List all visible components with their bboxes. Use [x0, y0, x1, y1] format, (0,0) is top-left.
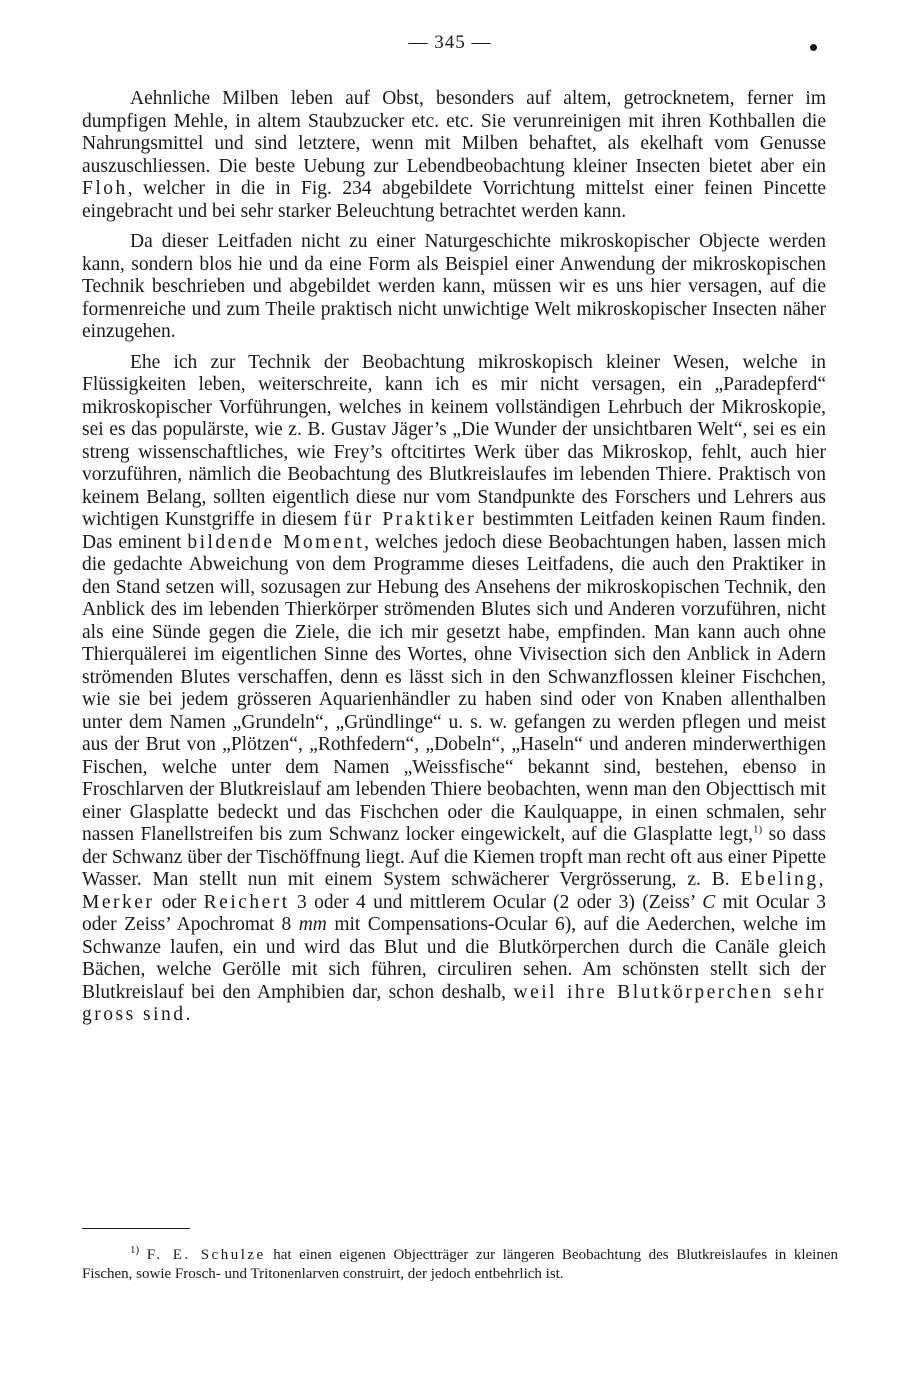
text-run: mit Compensations-Ocular 6), auf die Aederchen, welche im Schwanze laufen, ein und wird das Blut und die Blutkörperchen durch die Canäle gleich Bächen, welche Gerölle mit sich führen, circuliren sehen. Am schönsten stellt sich der Blutkreislauf bei den Amphibien dar, schon deshalb, — [82, 914, 826, 1003]
text-run: , welcher in die in Fig. 234 abgebildete Vorrichtung mittelst einer feinen Pincette eingebracht und bei sehr starker Beleuchtung betrachtet werden kann. — [82, 178, 826, 222]
footnote-text: hat einen eigenen Objectträger zur längeren Beobachtung des Blutkreislaufes in kleinen Fischen, sowie Frosch- und Tritonenlarven construirt, der jedoch entbehrlich ist. — [82, 1247, 839, 1282]
footnote-author: F. E. Schulze — [146, 1247, 266, 1263]
spaced-text: weil ihre Blutkörperchen sehr gross sind — [82, 981, 827, 1025]
italic-text: C — [702, 891, 716, 913]
spaced-text: Ebeling, Merker — [82, 869, 826, 913]
page-number: — 345 — — [408, 32, 492, 53]
text-run: oder — [154, 891, 204, 913]
footnote-reference: 1) — [753, 823, 763, 836]
spaced-text: Floh — [82, 178, 128, 199]
text-run: . — [185, 1004, 191, 1025]
text-run: Ehe ich zur Technik der Beobachtung mikroskopisch kleiner Wesen, welche in Flüssigkeiten leben, weiterschreite, kann ich es mir nicht versagen, ein „Paradepferd“ mikroskopischer Vorführungen, welches in keinem vollständigen Lehrbuch der Mikroskopie, sei es das populärste, wie z. B. Gustav Jäger’s „Die Wunder der unsichtbaren Welt“, sei es ein streng wissenschaftliches, wie Frey’s oftcitirtes Werk über das Mikroskop, fehlt, auch hier vorzuführen, nämlich die Beobachtung des Blutkreislaufes im lebenden Thiere. Praktisch von keinem Belang, sollten eigentlich diese nur vom Standpunkte des Forschers und Lehrers aus wichtigen Kunstgriffe in diesem — [82, 351, 826, 530]
text-run: mit Ocular 3 oder Zeiss’ Apochromat 8 — [82, 891, 827, 935]
spaced-text: Reichert — [203, 891, 290, 913]
paragraph-1 — [82, 88, 826, 223]
text-run: so dass der Schwanz über der Tischöffnung liegt. Auf die Kiemen tropft man recht oft aus einer Pipette Wasser. Man stellt nun mit einem System schwächerer Vergrösserung, z. B. — [82, 824, 827, 890]
footnote-mark: 1) — [130, 1244, 140, 1256]
italic-text: mm — [298, 914, 327, 935]
text-run: bestimmten Leitfaden keinen Raum finden. Das eminent — [82, 509, 826, 553]
body-text — [82, 88, 826, 1035]
paragraph-3 — [82, 352, 826, 1027]
text-run: 3 oder 4 und mittlerem Ocular (2 oder 3) (Zeiss’ — [289, 891, 703, 913]
text-run: , welches jedoch diese Beobachtungen haben, lassen mich die gedachte Abweichung von dem Programme dieses Leitfadens, die auch den Praktiker in den Stand setzen will, sozusagen zur Hebung des Ansehens der mikroskopischen Technik, den Anblick des im lebenden Thierkörper strömenden Blutes sich und Anderen vorzuführen, nicht als eine Sünde gegen die Ziele, die ich mir gesetzt habe, empfinden. Man kann auch ohne Thierquälerei im eigentlichen Sinne des Wortes, ohne Vivisection sich den Anblick in Adern strömenden Blutes verschaffen, denn es lässt sich in den Schwanzflossen kleiner Fischchen, wie sie bei jedem grösseren Aquarienhändler zu haben sind oder von Knaben allenthalben unter dem Namen „Grundeln“, „Gründlinge“ u. s. w. gefangen zu werden pflegen und meist aus der Brut von „Plötzen“, „Rothfedern“, „Dobeln“, „Haseln“ und anderen minderwerthigen Fischen, welche unter dem Namen „Weissfische“ bekannt sind, bestehen, ebenso in Froschlarven der Blutkreislauf am lebenden Thiere beobachten, wenn man den Objecttisch mit einer Glasplatte bedeckt und das Fischchen oder die Kaulquappe, in einen schmalen, sehr nassen Flanellstreifen bis zum Schwanz locker eingewickelt, auf die Glasplatte legt, — [82, 531, 826, 845]
ink-spot — [810, 44, 817, 51]
paragraph-2 — [82, 231, 826, 344]
footnote — [82, 1246, 838, 1284]
text-run: Aehnliche Milben leben auf Obst, besonders auf altem, getrocknetem, ferner im dumpfigen Mehle, in altem Staubzucker etc. etc. Sie verunreinigen mit ihren Kothballen die Nahrungsmittel und sind letztere, wenn mit Milben behaftet, als ekelhaft vom Genusse auszuschliessen. Die beste Uebung zur Lebendbeobachtung kleiner Insecten bietet aber ein — [82, 88, 826, 177]
spaced-text: bildende Moment — [187, 531, 365, 553]
text-run: Da dieser Leitfaden nicht zu einer Naturgeschichte mikroskopischer Objecte werden kann, sondern blos hie und da eine Form als Beispiel einer Anwendung der mikroskopischen Technik beschrieben und abgebildet werden kann, müssen wir es uns hier versagen, auf die formenreiche und zum Theile praktisch nicht unwichtige Welt mikroskopischer Insecten näher einzugehen. — [82, 231, 826, 342]
spaced-text: für Praktiker — [343, 509, 477, 530]
footnote-divider — [82, 1228, 190, 1229]
